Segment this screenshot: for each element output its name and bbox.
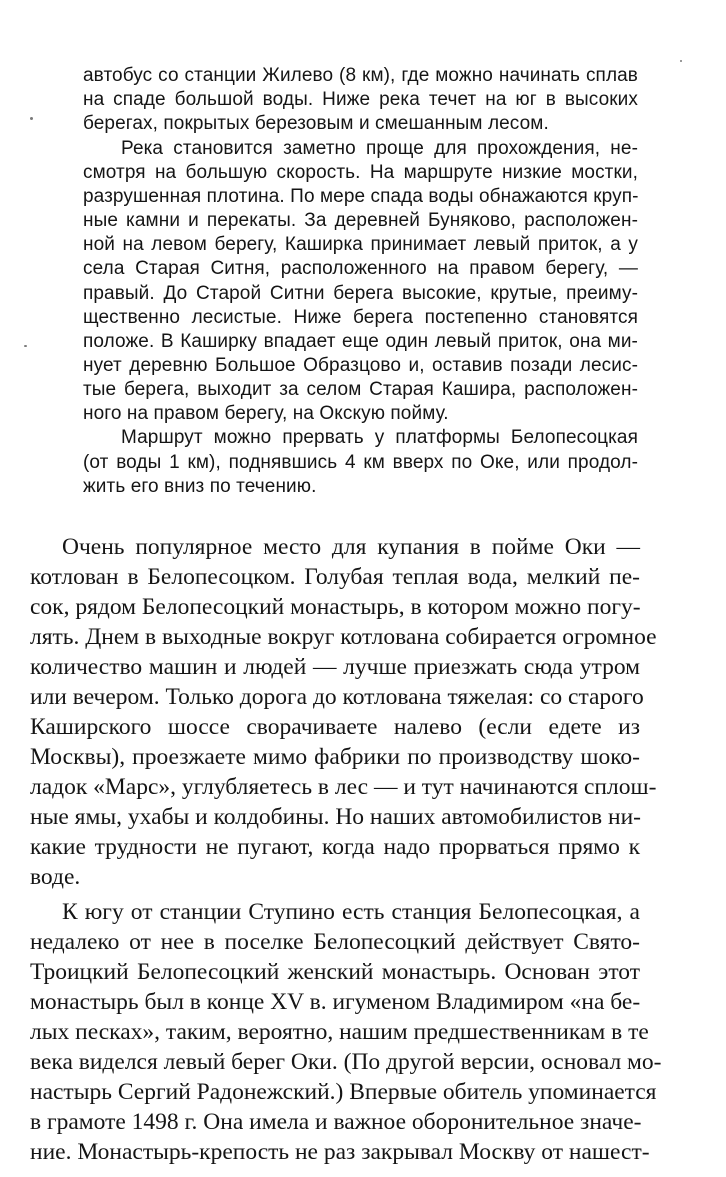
body-line: воде. — [30, 864, 81, 890]
body-line: Троицкий Белопесоцкий женский монастырь. Основан этот — [30, 959, 640, 985]
excerpt-line: берегах, покрытых березовым и смешанным лесом. — [83, 113, 549, 134]
body-line: котлован в Белопесоцком. Голубая теплая вода, мелкий пе- — [30, 564, 640, 590]
excerpt-line: ного на правом берегу, на Окскую пойму. — [83, 403, 449, 424]
body-line: сок, рядом Белопесоцкий монастырь, в котором можно погу- — [30, 594, 641, 620]
body-line: века виделся левый берег Оки. (По другой версии, основал мо- — [30, 1049, 662, 1075]
scan-speck — [24, 345, 27, 347]
excerpt-line: жить его вниз по течению. — [83, 476, 317, 497]
body-line: Очень популярное место для купания в пойме Оки — — [62, 534, 640, 560]
excerpt-line: села Старая Ситня, расположенного на правом берегу, — — [83, 258, 638, 279]
body-line: ладок «Марс», углубляетесь в лес — и тут начинаются сплош- — [30, 774, 657, 800]
excerpt-line: ные камни и перекаты. За деревней Буняково, расположен- — [83, 210, 638, 231]
body-line: лых песках», таким, вероятно, нашим предшественникам в те — [30, 1019, 649, 1045]
body-line: монастырь был в конце XV в. игуменом Владимиром «на бе- — [30, 989, 641, 1015]
scan-speck — [30, 117, 33, 120]
excerpt-line: разрушенная плотина. По мере спада воды обнажаются круп- — [83, 186, 639, 207]
body-line: какие трудности не пугают, когда надо прорваться прямо к — [30, 834, 640, 860]
excerpt-line: смотря на большую скорость. На маршруте низкие мостки, — [83, 162, 638, 183]
body-line: Москвы), проезжаете мимо фабрики по производству шоко- — [30, 744, 640, 770]
excerpt-line: (от воды 1 км), поднявшись 4 км вверх по Оке, или продол- — [83, 452, 638, 473]
body-line: лять. Днем в выходные вокруг котлована собирается огромное — [30, 624, 657, 650]
excerpt-line: ной на левом берегу, Каширка принимает левый приток, а у — [83, 234, 638, 255]
body-line: настырь Сергий Радонежский.) Впервые обитель упоминается — [30, 1079, 657, 1105]
excerpt-line: Маршрут можно прервать у платформы Белопесоцкая — [121, 427, 638, 448]
body-line: количество машин и людей — лучше приезжать сюда утром — [30, 654, 640, 680]
excerpt-line: правый. До Старой Ситни берега высокие, крутые, преиму- — [83, 283, 638, 304]
body-line: или вечером. Только дорога до котлована тяжелая: со старого — [30, 684, 644, 710]
excerpt-line: Река становится заметно проще для прохождения, не- — [121, 138, 638, 159]
body-line: Каширского шоссе сворачиваете налево (если едете из — [30, 714, 640, 740]
excerpt-line: автобус со станции Жилево (8 км), где можно начинать сплав — [83, 65, 638, 86]
body-line: в грамоте 1498 г. Она имела и важное оборонительное значе- — [30, 1109, 642, 1135]
excerpt-line: нует деревню Большое Образцово и, оставив позади лесис- — [83, 355, 638, 376]
body-line: ние. Монастырь-крепость не раз закрывал Москву от нашест- — [30, 1139, 650, 1165]
excerpt-line: тые берега, выходит за селом Старая Кашира, расположен- — [83, 379, 638, 400]
body-line: К югу от станции Ступино есть станция Белопесоцкая, а — [62, 899, 640, 925]
scan-speck — [680, 60, 682, 62]
body-line: недалеко от нее в поселке Белопесоцкий действует Свято- — [30, 929, 640, 955]
excerpt-line: щественно лесистые. Ниже берега постепенно становятся — [83, 307, 638, 328]
body-line: ные ямы, ухабы и колдобины. Но наших автомобилистов ни- — [30, 804, 641, 830]
excerpt-line: на спаде большой воды. Ниже река течет на юг в высоких — [83, 89, 638, 110]
excerpt-line: положе. В Каширку впадает еще один левый приток, она ми- — [83, 331, 638, 352]
